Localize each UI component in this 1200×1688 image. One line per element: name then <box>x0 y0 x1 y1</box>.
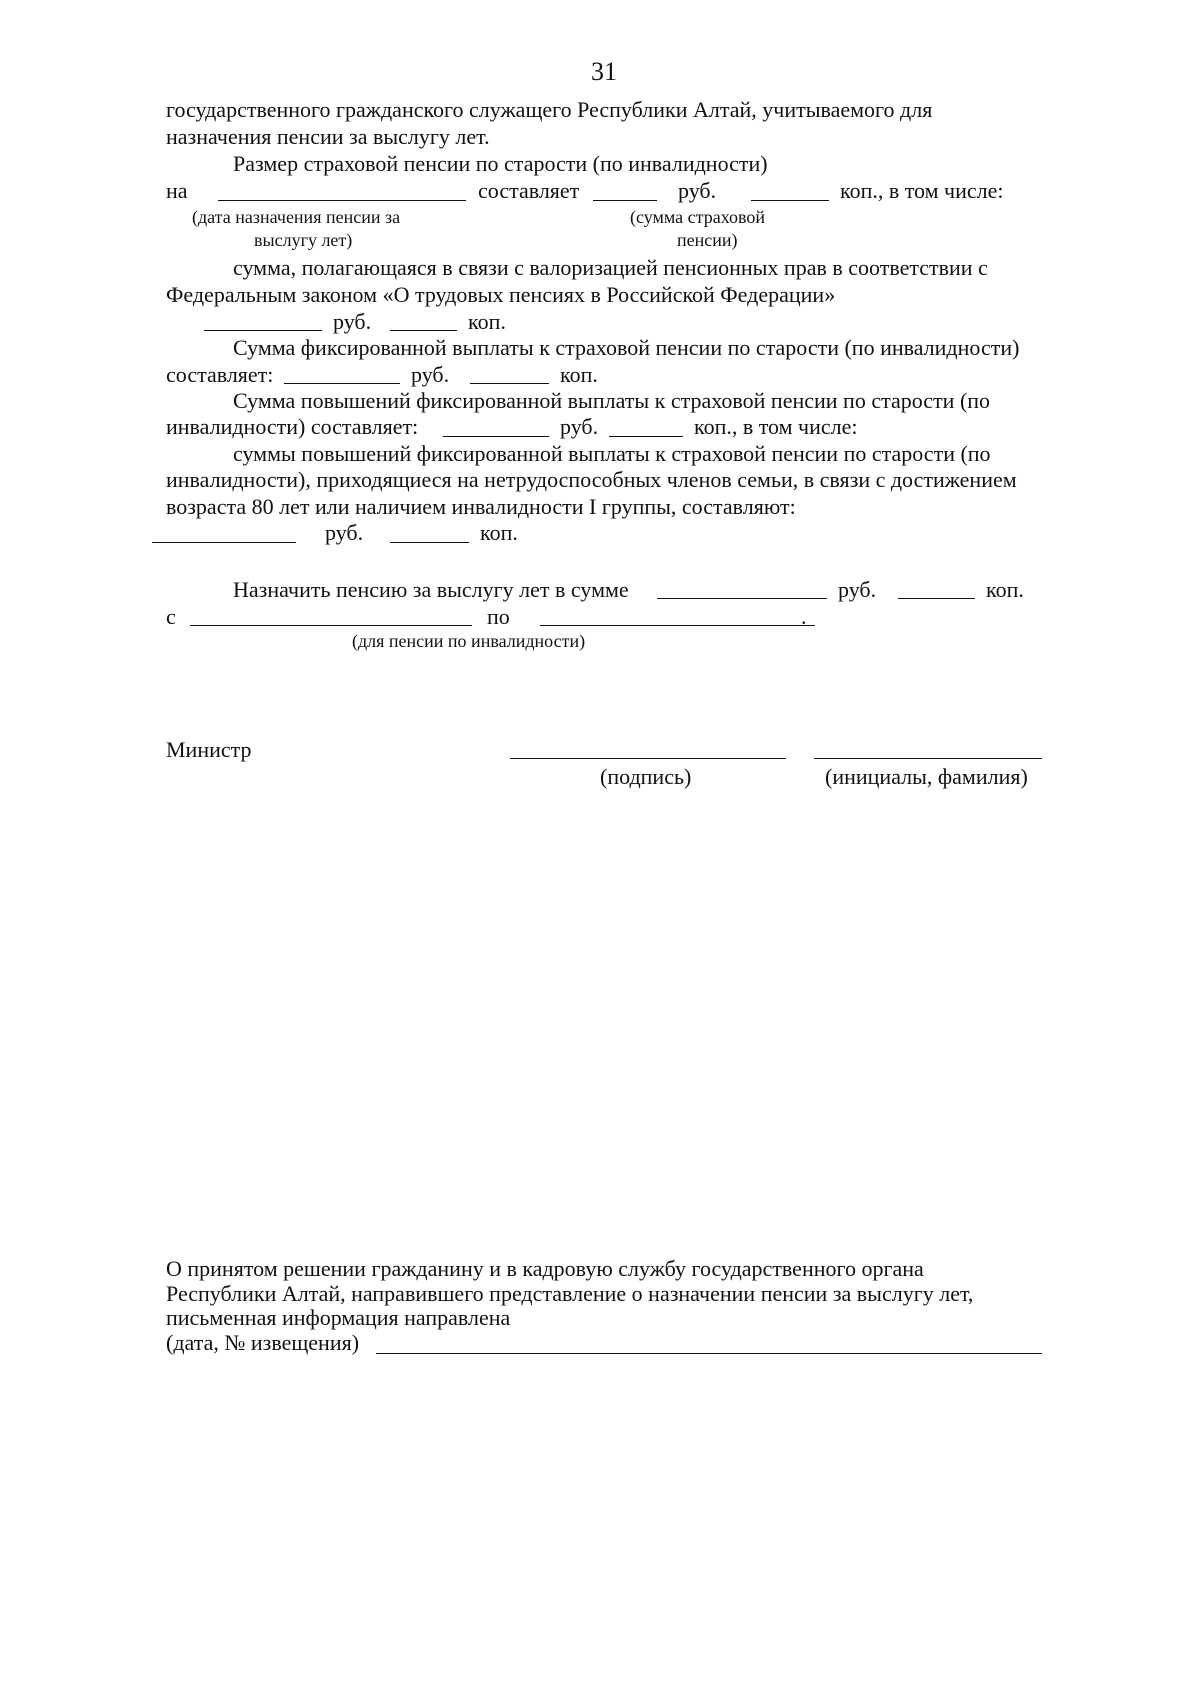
valorization-line-2: Федеральным законом «О трудовых пенсиях в Российской Федерации» <box>166 282 836 307</box>
valorization-kop: коп. <box>468 309 506 334</box>
insurance-sum-kop-field[interactable] <box>751 200 829 201</box>
notice-date-number-field[interactable] <box>376 1353 1042 1354</box>
page-number: 31 <box>591 57 617 86</box>
footer-line-1: О принятом решении гражданину и в кадровую службу государственного органа <box>166 1256 924 1281</box>
increase-sub-1: суммы повышений фиксированной выплаты к страховой пенсии по старости (по <box>233 441 991 466</box>
increase-sub-3: возраста 80 лет или наличием инвалидности I группы, составляют: <box>166 494 796 519</box>
assign-line: Назначить пенсию за выслугу лет в сумме <box>233 577 629 602</box>
insurance-rub: руб. <box>678 178 717 203</box>
insurance-na: на <box>166 178 188 203</box>
fixed-rub-field[interactable] <box>284 383 400 384</box>
valorization-rub-field[interactable] <box>204 330 322 331</box>
assign-to-date-field[interactable] <box>540 625 815 626</box>
assign-rub-field[interactable] <box>657 598 827 599</box>
signature-field[interactable] <box>510 758 786 759</box>
increase-rub: руб. <box>560 414 599 439</box>
increase-sub-rub: руб. <box>325 520 364 545</box>
insurance-note-date-1: (дата назначения пенсии за <box>192 207 401 227</box>
increase-sub-kop-field[interactable] <box>390 542 469 543</box>
minister-label: Министр <box>166 737 252 762</box>
assign-from-date-field[interactable] <box>190 625 472 626</box>
intro-line-2: назначения пенсии за выслугу лет. <box>166 124 490 149</box>
increase-kop-field[interactable] <box>609 436 683 437</box>
fixed-kop: коп. <box>560 362 598 387</box>
insurance-heading: Размер страховой пенсии по старости (по инвалидности) <box>233 151 768 176</box>
valorization-rub: руб. <box>333 309 372 334</box>
insurance-sostavlyaet: составляет <box>478 178 580 203</box>
assign-kop: коп. <box>986 577 1024 602</box>
increase-line-1: Сумма повышений фиксированной выплаты к страховой пенсии по старости (по <box>233 388 991 413</box>
insurance-kop-vtomchisle: коп., в том числе: <box>840 178 1004 203</box>
signature-note: (подпись) <box>600 764 692 789</box>
intro-line-1: государственного гражданского служащего Республики Алтай, учитываемого для <box>166 97 933 122</box>
insurance-note-sum-1: (сумма страховой <box>630 207 766 227</box>
valorization-kop-field[interactable] <box>390 330 457 331</box>
valorization-line-1: сумма, полагающаяся в связи с валоризацией пенсионных прав в соответствии с <box>233 255 988 280</box>
assign-rub: руб. <box>838 577 877 602</box>
initials-field[interactable] <box>814 758 1042 759</box>
fixed-sostavlyaet: составляет: <box>166 362 274 387</box>
increase-kop-vtomchisle: коп., в том числе: <box>694 414 858 439</box>
insurance-date-field[interactable] <box>218 200 466 201</box>
assign-note: (для пенсии по инвалидности) <box>352 631 586 651</box>
assign-po: по <box>487 604 510 629</box>
insurance-note-sum-2: пенсии) <box>677 230 738 250</box>
fixed-rub: руб. <box>411 362 450 387</box>
increase-sub-2: инвалидности), приходящиеся на нетрудоспособных членов семьи, в связи с достижением <box>166 467 1017 492</box>
fixed-kop-field[interactable] <box>470 383 549 384</box>
footer-line-4: (дата, № извещения) <box>166 1330 360 1355</box>
increase-line-2: инвалидности) составляет: <box>166 414 419 439</box>
fixed-line-1: Сумма фиксированной выплаты к страховой пенсии по старости (по инвалидности) <box>233 335 1020 360</box>
insurance-note-date-2: выслугу лет) <box>254 230 353 250</box>
assign-kop-field[interactable] <box>898 598 975 599</box>
increase-sub-rub-field[interactable] <box>152 542 296 543</box>
footer-line-3: письменная информация направлена <box>166 1305 511 1330</box>
increase-sub-kop: коп. <box>480 520 518 545</box>
insurance-sum-rub-field[interactable] <box>593 200 657 201</box>
initials-note: (инициалы, фамилия) <box>825 764 1028 789</box>
assign-s: с <box>166 604 176 629</box>
assign-dot: . <box>801 604 807 629</box>
footer-line-2: Республики Алтай, направившего представление о назначении пенсии за выслугу лет, <box>166 1281 974 1306</box>
increase-rub-field[interactable] <box>443 436 549 437</box>
